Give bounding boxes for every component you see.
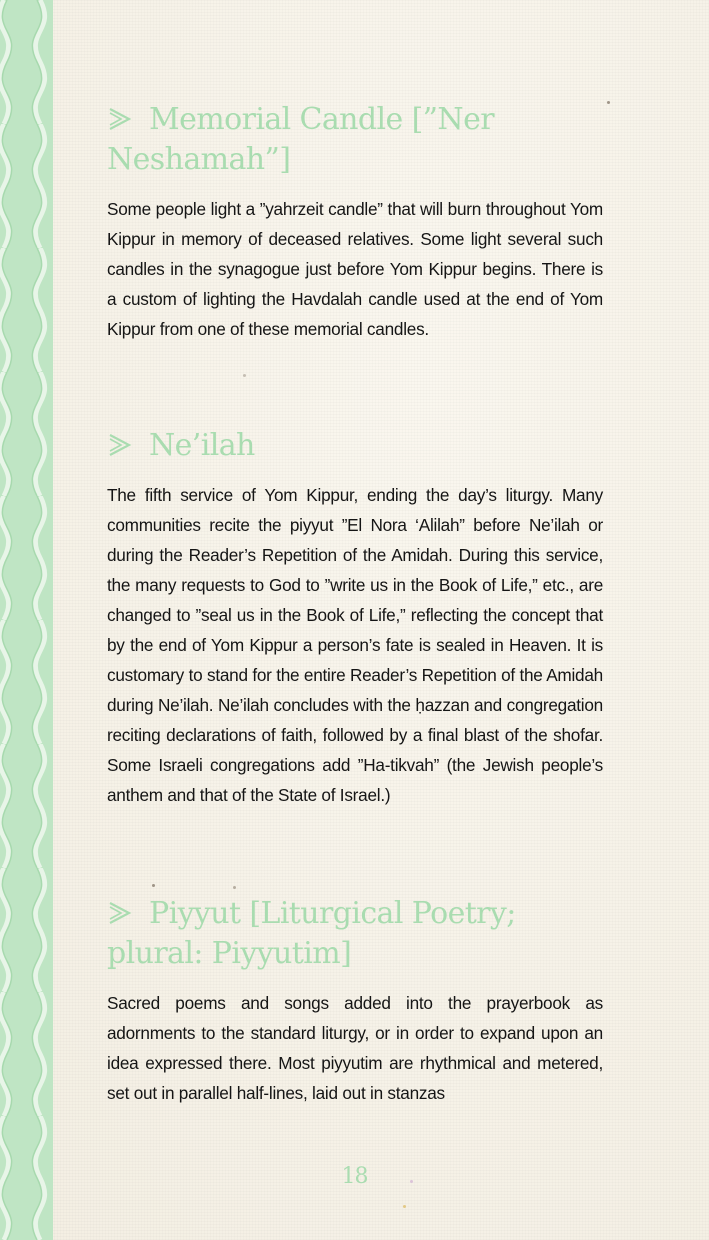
- section-heading: [107, 426, 603, 466]
- page-number: 18: [341, 1164, 368, 1189]
- decorative-side-band: [0, 0, 53, 1240]
- section-heading-text: Memorial Candle [”Ner Neshamah”]: [107, 102, 494, 177]
- section-piyyut: [107, 894, 603, 1108]
- chevron-right-icon: [107, 902, 133, 924]
- section-heading-text: Piyyut [Liturgical Poetry; plural: Piyyutim]: [107, 896, 516, 971]
- paper-speck: [233, 886, 236, 889]
- section-neilah: [107, 426, 603, 810]
- section-body: The fifth service of Yom Kippur, ending the day’s liturgy. Many communities recite the piyyut ”El Nora ‘Alilah” before Ne’ilah or during the Reader’s Repetition of the Amidah. During this service, the many requests to God to ”write us in the Book of Life,” etc., are changed to ”seal us in the Book of Life,” reflecting the concept that by the end of Yom Kippur a person’s fate is sealed in Heaven. It is customary to stand for the entire Reader’s Repetition of the Amidah during Ne’ilah. Ne’ilah concludes with the ḥazzan and congregation reciting declarations of faith, followed by a final blast of the shofar. Some Israeli congregations add ”Ha-tikvah” (the Jewish people’s anthem and that of the State of Israel.): [107, 485, 603, 805]
- paper-speck: [243, 374, 246, 377]
- paper-speck: [607, 101, 610, 104]
- section-body: Sacred poems and songs added into the prayerbook as adornments to the standard liturgy, or in order to expand upon an idea expressed there. Most piyyutim are rhythmical and metered, set out in parallel half-lines, laid out in stanzas: [107, 993, 603, 1103]
- section-memorial-candle: [107, 100, 603, 344]
- chevron-right-icon: [107, 108, 133, 130]
- section-heading-text: Ne’ilah: [149, 428, 255, 463]
- paper-speck: [403, 1205, 406, 1208]
- section-heading: [107, 100, 603, 180]
- section-body: Some people light a ”yahrzeit candle” that will burn throughout Yom Kippur in memory of deceased relatives. Some light several such candles in the synagogue just before Yom Kippur begins. There is a custom of lighting the Havdalah candle used at the end of Yom Kippur from one of these memorial candles.: [107, 199, 603, 339]
- section-heading: [107, 894, 603, 974]
- chevron-right-icon: [107, 434, 133, 456]
- paper-speck: [152, 884, 155, 887]
- paper-speck: [410, 1180, 413, 1183]
